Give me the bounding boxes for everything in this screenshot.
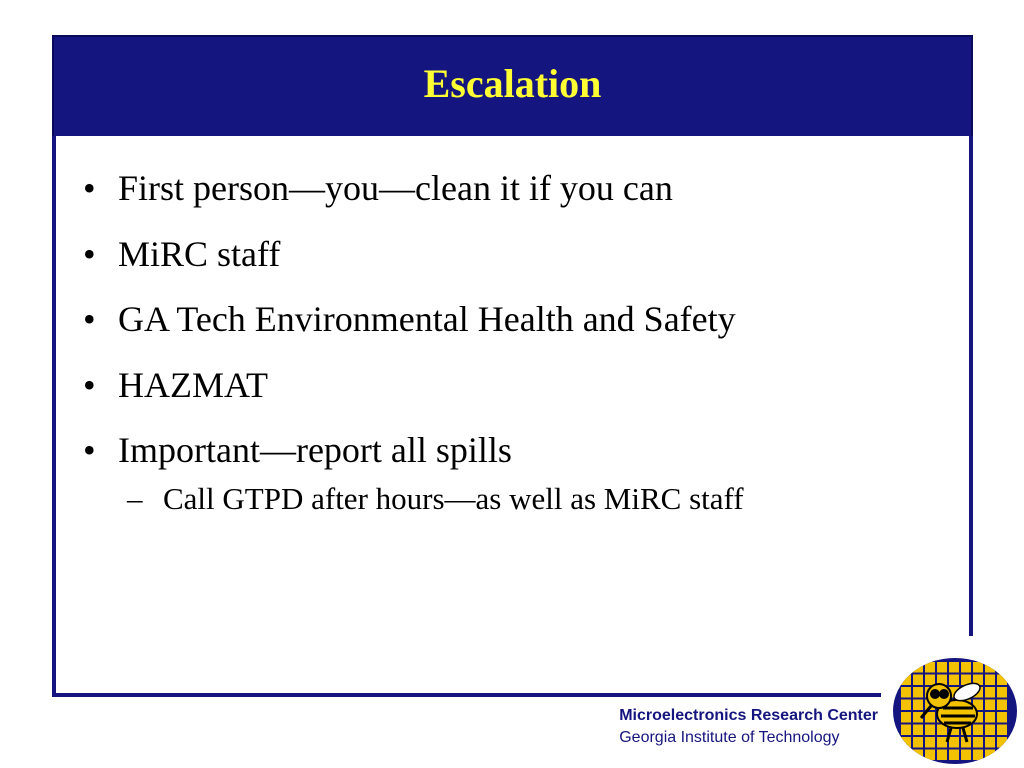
footer-institution: Georgia Institute of Technology [619,729,840,746]
bullet-glyph: • [83,299,96,339]
logo-grid-square [997,700,1007,711]
logo-grid-square [997,687,1007,698]
logo-grid-square [901,700,911,711]
logo-grid-square [901,712,911,723]
bullet-item [83,163,744,229]
logo-grid-square [937,662,947,673]
logo-grid-square [913,750,923,761]
title-bar [52,35,973,136]
logo-grid-square [973,737,983,748]
logo-grid-square [997,737,1007,748]
bullet-glyph: • [83,233,96,274]
logo-grid-square [901,662,911,673]
logo-grid-square [985,675,995,686]
logo-grid-square [901,725,911,736]
sub-bullet-text: Call GTPD after hours—as well as MiRC staff [163,480,744,516]
footer [619,705,878,749]
logo-grid-square [913,675,923,686]
logo-grid-square [997,662,1007,673]
logo-grid-square [997,712,1007,723]
bullet-glyph: • [83,364,96,405]
logo-grid-square [985,725,995,736]
logo-grid-square [925,662,935,673]
sub-bullet-glyph: – [127,480,143,516]
bullet-text: First person—you—clean it if you can [118,168,673,208]
logo-grid-square [985,737,995,748]
logo-grid-square [913,725,923,736]
bullet-item [83,294,744,360]
logo-grid-square [961,662,971,673]
footer-org-name: Microelectronics Research Center [619,707,878,724]
logo-grid-square [925,750,935,761]
logo-grid-square [925,725,935,736]
logo-grid-square [913,737,923,748]
bullet-glyph: • [83,430,96,470]
sub-bullet-item [83,481,744,517]
bullet-text: MiRC staff [118,233,281,274]
logo-grid-square [925,675,935,686]
bullet-text: GA Tech Environmental Health and Safety [118,299,736,339]
logo-grid-square [985,750,995,761]
logo-grid-square [901,737,911,748]
logo-grid-square [925,737,935,748]
bullet-item [83,360,744,426]
logo-grid-square [997,725,1007,736]
logo-grid-square [949,662,959,673]
logo-grid-square [985,712,995,723]
logo-grid-square [901,675,911,686]
bullet-item [83,229,744,295]
logo-grid-square [913,662,923,673]
logo-grid-square [937,737,947,748]
bullet-glyph: • [83,168,96,208]
logo-grid-square [973,662,983,673]
logo-grid-square [985,700,995,711]
bullet-text: HAZMAT [118,364,268,405]
logo-grid-square [985,687,995,698]
logo-grid-square [949,737,959,748]
logo-grid-square [901,750,911,761]
bullet-list [83,163,744,517]
logo-grid-square [997,750,1007,761]
logo-grid-square [949,675,959,686]
logo-grid-square [997,675,1007,686]
bullet-text: Important—report all spills [118,430,512,470]
logo-grid-square [901,687,911,698]
slide-title: Escalation [423,61,602,106]
logo-grid-square [961,750,971,761]
logo-grid-square [937,750,947,761]
logo-grid-square [985,662,995,673]
logo-grid-square [949,750,959,761]
yellow-jacket-logo-icon [891,656,1019,766]
logo-grid-square [913,687,923,698]
logo-grid-square [973,750,983,761]
logo-grid-square [973,725,983,736]
logo-grid-square [913,700,923,711]
